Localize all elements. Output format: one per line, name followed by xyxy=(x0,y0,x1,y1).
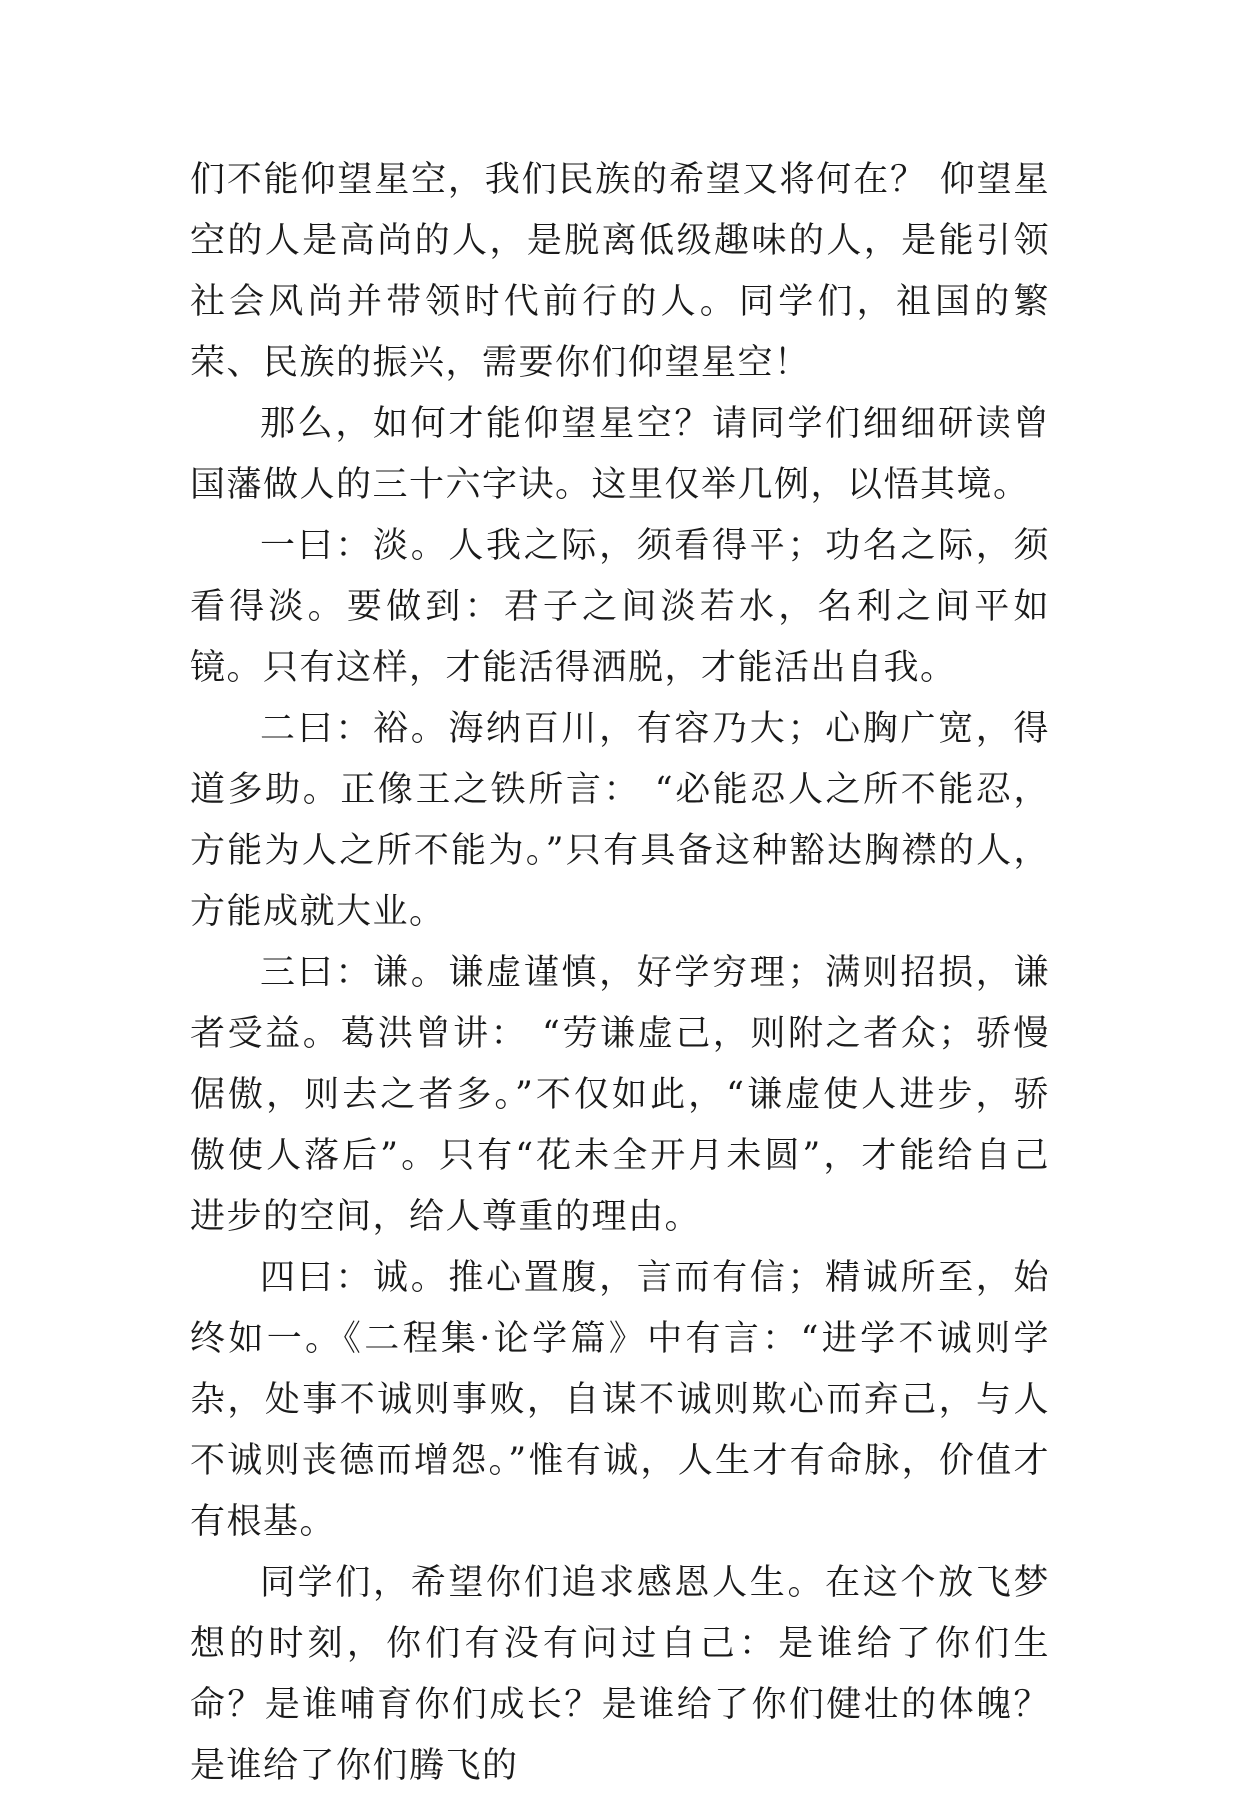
paragraph: 同学们，希望你们追求感恩人生。在这个放飞梦想的时刻，你们有没有问过自己：是谁给了你们生命？是谁哺育你们成长？是谁给了你们健壮的体魄？是谁给了你们腾飞的 xyxy=(190,1563,1050,1786)
paragraph: 一曰：淡。人我之际，须看得平；功名之际，须看得淡。要做到：君子之间淡若水，名利之间平如镜。只有这样，才能活得洒脱，才能活出自我。 xyxy=(190,526,1050,688)
paragraph: 三曰：谦。谦虚谨慎，好学穷理；满则招损，谦者受益。葛洪曾讲： “劳谦虚己，则附之者众；骄慢倨傲，则去之者多。”不仅如此，“谦虚使人进步，骄傲使人落后”。只有“花未全开月未圆”，才能给自己进步的空间，给人尊重的理由。 xyxy=(190,953,1050,1237)
paragraph: 那么，如何才能仰望星空？请同学们细细研读曾国藩做人的三十六字诀。这里仅举几例，以悟其境。 xyxy=(190,404,1050,505)
document-page xyxy=(190,150,1050,1797)
paragraph: 二曰：裕。海纳百川，有容乃大；心胸广宽，得道多助。正像王之铁所言： “必能忍人之所不能忍，方能为人之所不能为。”只有具备这种豁达胸襟的人，方能成就大业。 xyxy=(190,709,1050,932)
paragraph: 四曰：诚。推心置腹，言而有信；精诚所至，始终如一。《二程集·论学篇》中有言：“进学不诚则学杂，处事不诚则事败，自谋不诚则欺心而弃己，与人不诚则丧德而增怨。”惟有诚，人生才有命脉，价值才有根基。 xyxy=(190,1258,1050,1542)
paragraph: 们不能仰望星空，我们民族的希望又将何在？ 仰望星空的人是高尚的人，是脱离低级趣味的人，是能引领社会风尚并带领时代前行的人。同学们，祖国的繁荣、民族的振兴，需要你们仰望星空！ xyxy=(190,160,1050,383)
